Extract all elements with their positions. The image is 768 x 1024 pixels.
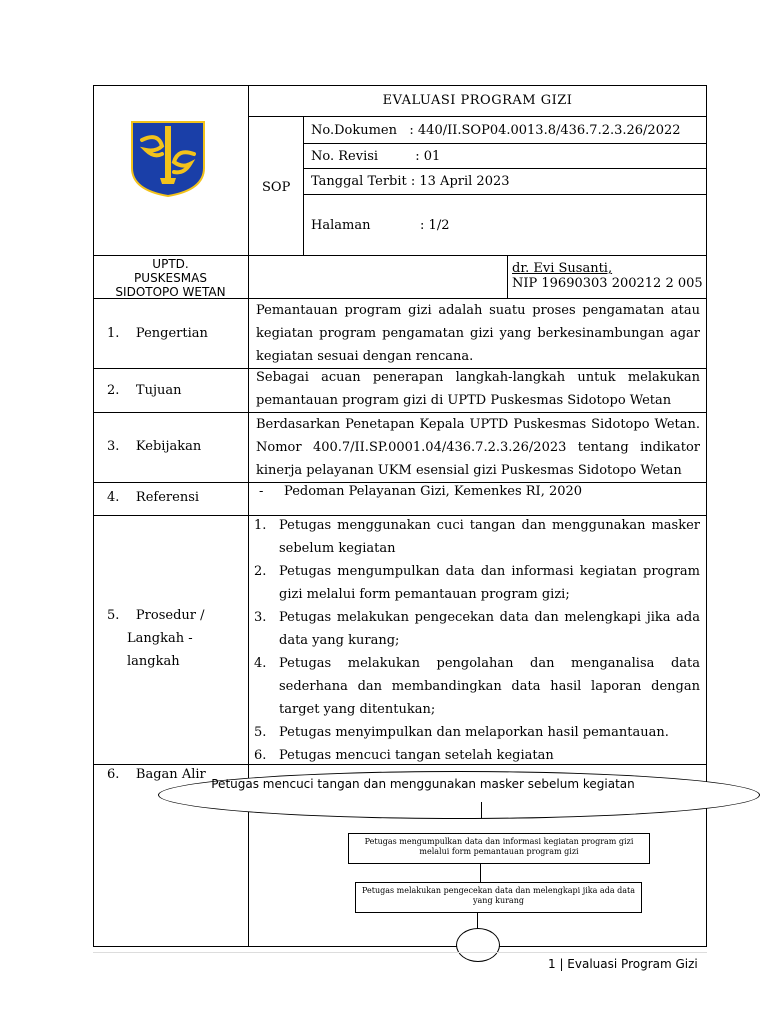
kebijakan-text: Berdasarkan Penetapan Kepala UPTD Puskesmas Sidotopo Wetan. Nomor 400.7/II.SP.0001.04/436.7.2.3.26/2023 tentang indikator kinerja pelayanan UKM esensial gizi Puskesmas Sidotopo Wetan <box>256 417 700 478</box>
surabaya-emblem-logo <box>128 118 208 198</box>
signer-nip: NIP 19690303 200212 2 005 <box>512 276 703 291</box>
procedure-step: 1. Petugas menggunakan cuci tangan dan menggunakan masker sebelum kegiatan <box>254 518 700 556</box>
flow-connector-3 <box>477 913 478 929</box>
institution-line-2: PUSKESMAS <box>134 271 207 285</box>
footer-rule <box>93 952 707 953</box>
prosedur-label-3: langkah <box>127 654 180 669</box>
header-bottom <box>93 255 707 256</box>
meta-row-line-3 <box>303 194 707 195</box>
kebijakan-label: 3. Kebijakan <box>107 439 202 454</box>
table-border-right <box>706 85 707 947</box>
flow-start-text: Petugas mencuci tangan dan menggunakan masker sebelum kegiatan <box>211 777 635 791</box>
institution-line-1: UPTD. <box>152 257 189 271</box>
title-row-bottom <box>248 116 707 117</box>
procedure-step: 3. Petugas melakukan pengecekan data dan melengkapi jika ada data yang kurang; <box>254 610 700 648</box>
tanggal-terbit: Tanggal Terbit : 13 April 2023 <box>311 174 510 189</box>
signer-divider <box>507 255 508 299</box>
column-divider <box>248 85 249 947</box>
no-dokumen: No.Dokumen : 440/II.SOP04.0013.8/436.7.2.3.26/2022 <box>311 123 681 138</box>
procedure-step: 4. Petugas melakukan pengolahan dan menganalisa data sederhana dan membandingkan data hasil laporan dengan target yang ditentukan; <box>254 656 700 717</box>
pengertian-text: Pemantauan program gizi adalah suatu proses pengamatan atau kegiatan program pengamatan gizi yang berkesinambungan agar kegiatan sesuai dengan rencana. <box>256 303 700 364</box>
table-border-left <box>93 85 94 947</box>
bagan-alir-label: 6. Bagan Alir <box>107 767 206 782</box>
footer-page-label: 1 | Evaluasi Program Gizi <box>548 957 698 971</box>
pengertian-label: 1. Pengertian <box>107 326 208 341</box>
signer-name: dr. Evi Susanti, <box>512 261 613 276</box>
flow-connector-1 <box>481 802 482 818</box>
table-border-top <box>93 85 707 86</box>
meta-row-line-1 <box>303 143 707 144</box>
procedure-step: 2. Petugas mengumpulkan data dan informasi kegiatan program gizi melalui form pemantauan program gizi; <box>254 564 700 602</box>
procedure-step: 6. Petugas mencuci tangan setelah kegiatan <box>254 748 554 763</box>
document-title: EVALUASI PROGRAM GIZI <box>382 93 573 108</box>
procedure-step: 5. Petugas menyimpulkan dan melaporkan hasil pemantauan. <box>254 725 669 740</box>
no-revisi: No. Revisi : 01 <box>311 149 441 164</box>
table-border-bottom <box>93 946 707 947</box>
prosedur-label-2: Langkah - <box>127 631 193 646</box>
flow-connector-2 <box>480 864 481 882</box>
flow-end-ellipse <box>456 928 500 962</box>
flow-box-collect-data: Petugas mengumpulkan data dan informasi kegiatan program gizi melalui form pemantauan program gizi <box>348 833 650 864</box>
institution-name <box>93 257 248 299</box>
halaman: Halaman : 1/2 <box>311 218 450 233</box>
sop-divider <box>303 116 304 256</box>
tujuan-label: 2. Tujuan <box>107 383 182 398</box>
procedure-steps <box>254 514 700 767</box>
sop-label: SOP <box>262 180 291 195</box>
referensi-label: 4. Referensi <box>107 490 200 505</box>
prosedur-label-1: 5. Prosedur / <box>107 608 205 623</box>
referensi-text: - Pedoman Pelayanan Gizi, Kemenkes RI, 2020 <box>259 484 583 499</box>
tujuan-text: Sebagai acuan penerapan langkah-langkah untuk melakukan pemantauan program gizi di UPTD Puskesmas Sidotopo Wetan <box>256 370 700 408</box>
row-line-4 <box>93 482 707 483</box>
meta-row-line-2 <box>303 168 707 169</box>
flow-box-check-data: Petugas melakukan pengecekan data dan melengkapi jika ada data yang kurang <box>355 882 642 913</box>
institution-line-3: SIDOTOPO WETAN <box>115 285 226 299</box>
